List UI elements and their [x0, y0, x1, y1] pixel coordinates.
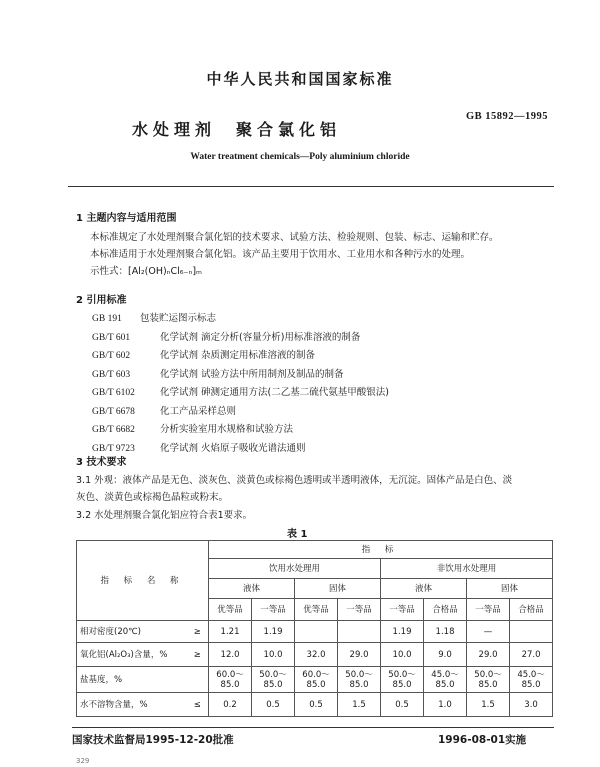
reference-item [92, 440, 389, 459]
table-row [77, 693, 553, 717]
grade-cell: 合格品 [510, 599, 553, 621]
value-cell: 50.0～ 85.0 [338, 667, 381, 693]
standard-number: GB 15892—1995 [465, 111, 548, 122]
value-cell: 0.5 [295, 693, 338, 717]
section-3-1-line-2: 灰色、淡黄色或棕褐色晶粒或粉末。 [76, 492, 229, 503]
reference-item [92, 366, 389, 385]
indicator-name: 盐基度，% [77, 667, 187, 693]
section-1-heading: 1 主题内容与适用范围 [76, 213, 177, 224]
reference-item [92, 421, 389, 440]
value-cell: 1.21 [209, 621, 252, 643]
value-cell: 10.0 [381, 643, 424, 667]
value-cell: 27.0 [510, 643, 553, 667]
value-cell: 50.0～ 85.0 [381, 667, 424, 693]
value-cell: 32.0 [295, 643, 338, 667]
header-solid: 固体 [467, 579, 553, 599]
section-1-para-1: 本标准规定了水处理剂聚合氯化铝的技术要求、试验方法、检验规则、包装、标志、运输和贮存。 [90, 232, 499, 243]
ref-title: 化工产品采样总则 [160, 405, 237, 417]
value-cell: 1.19 [252, 621, 295, 643]
requirements-table [76, 540, 553, 717]
value-cell: 12.0 [209, 643, 252, 667]
table-row [77, 667, 553, 693]
page-number: 329 [76, 757, 90, 765]
ref-code: GB 191 [92, 314, 122, 324]
value-cell [295, 621, 338, 643]
value-cell: 29.0 [338, 643, 381, 667]
header-divider [68, 186, 554, 187]
ref-title: 化学试剂 火焰原子吸收光谱法通则 [160, 442, 306, 454]
value-cell: 50.0～ 85.0 [252, 667, 295, 693]
header-index: 指 标 [209, 541, 553, 559]
ref-title: 化学试剂 砷测定通用方法(二乙基二硫代氨基甲酸银法) [160, 387, 389, 398]
comparison-symbol: ≥ [187, 643, 209, 667]
reference-item [92, 347, 389, 366]
value-cell: 1.18 [424, 621, 467, 643]
value-cell: 1.5 [467, 693, 510, 717]
grade-cell: 一等品 [252, 599, 295, 621]
grade-cell: 优等品 [209, 599, 252, 621]
document-title [132, 117, 341, 140]
grade-cell: 一等品 [381, 599, 424, 621]
ref-code: GB/T 603 [92, 369, 131, 380]
value-cell: 45.0～ 85.0 [510, 667, 553, 693]
value-cell: 45.0～ 85.0 [424, 667, 467, 693]
table-caption: 表 1 [287, 529, 308, 540]
approval-date: 国家技术监督局1995-12-20批准 [72, 734, 234, 746]
ref-code: GB/T 601 [92, 332, 131, 343]
header-liquid: 液体 [209, 579, 295, 599]
value-cell [338, 621, 381, 643]
table-row [77, 643, 553, 667]
header-solid: 固体 [295, 579, 381, 599]
value-cell: 0.2 [209, 693, 252, 717]
section-3-1-line-1: 3.1 外观：液体产品是无色、淡灰色、淡黄色或棕褐色透明或半透明液体，无沉淀。固体产品是白色、淡 [76, 475, 513, 486]
table-row [77, 621, 553, 643]
value-cell: 29.0 [467, 643, 510, 667]
header-non-drinking-water: 非饮用水处理用 [381, 559, 553, 579]
value-cell: 60.0～ 85.0 [295, 667, 338, 693]
value-cell: 10.0 [252, 643, 295, 667]
section-1-para-2: 本标准适用于水处理剂聚合氯化铝。该产品主要用于饮用水、工业用水和各种污水的处理。 [90, 249, 471, 260]
value-cell: 1.0 [424, 693, 467, 717]
title-part-1: 水处理剂 [132, 120, 217, 139]
ref-code: GB/T 6102 [92, 388, 135, 398]
header-drinking-water: 饮用水处理用 [209, 559, 381, 579]
issuing-organization: 中华人民共和国国家标准 [206, 70, 394, 88]
section-3-2: 3.2 水处理剂聚合氯化铝应符合表1要求。 [76, 510, 253, 521]
grade-cell: 一等品 [338, 599, 381, 621]
grade-cell: 合格品 [424, 599, 467, 621]
value-cell: 0.5 [252, 693, 295, 717]
comparison-symbol: ≤ [187, 693, 209, 717]
value-cell: 1.5 [338, 693, 381, 717]
reference-list [92, 310, 389, 458]
value-cell: 60.0～ 85.0 [209, 667, 252, 693]
ref-title: 化学试剂 杂质测定用标准溶液的制备 [160, 350, 316, 361]
table-header-row [77, 541, 553, 559]
ref-code: GB/T 602 [92, 351, 131, 361]
header-liquid: 液体 [381, 579, 467, 599]
implementation-date: 1996-08-01实施 [438, 734, 527, 746]
english-title: Water treatment chemicals—Poly aluminium chloride [190, 152, 410, 162]
value-cell: 1.19 [381, 621, 424, 643]
ref-code: GB/T 6682 [92, 425, 135, 435]
value-cell: 50.0～ 85.0 [467, 667, 510, 693]
grade-cell: 一等品 [467, 599, 510, 621]
comparison-symbol: ≥ [187, 621, 209, 643]
title-part-2: 聚合氯化铝 [236, 120, 342, 139]
reference-item [92, 329, 389, 348]
indicator-name: 水不溶物含量，% [77, 693, 187, 717]
indicator-name: 相对密度(20℃) [77, 621, 187, 643]
ref-code: GB/T 6678 [92, 406, 135, 417]
value-cell: 0.5 [381, 693, 424, 717]
ref-title: 包装贮运图示标志 [140, 313, 217, 324]
reference-item [92, 403, 389, 422]
section-1-formula: 示性式：[Al₂(OH)ₙCl₆₋ₙ]ₘ [90, 266, 202, 277]
ref-title: 化学试剂 滴定分析(容量分析)用标准溶液的制备 [160, 331, 361, 343]
footer-divider [72, 727, 554, 728]
ref-title: 分析实验室用水规格和试验方法 [160, 424, 294, 435]
indicator-name: 氧化铝(Al₂O₃)含量，% [77, 643, 187, 667]
section-3-heading: 3 技术要求 [76, 457, 127, 468]
grade-cell: 优等品 [295, 599, 338, 621]
value-cell [510, 621, 553, 643]
comparison-symbol [187, 667, 209, 693]
reference-item [92, 384, 389, 403]
value-cell: — [467, 621, 510, 643]
ref-title: 化学试剂 试验方法中所用制剂及制品的制备 [160, 368, 344, 380]
value-cell: 3.0 [510, 693, 553, 717]
section-2-heading: 2 引用标准 [76, 295, 127, 306]
header-indicator-name: 指 标 名 称 [77, 541, 209, 621]
reference-item [92, 310, 389, 329]
ref-code: GB/T 9723 [92, 443, 135, 454]
value-cell: 9.0 [424, 643, 467, 667]
